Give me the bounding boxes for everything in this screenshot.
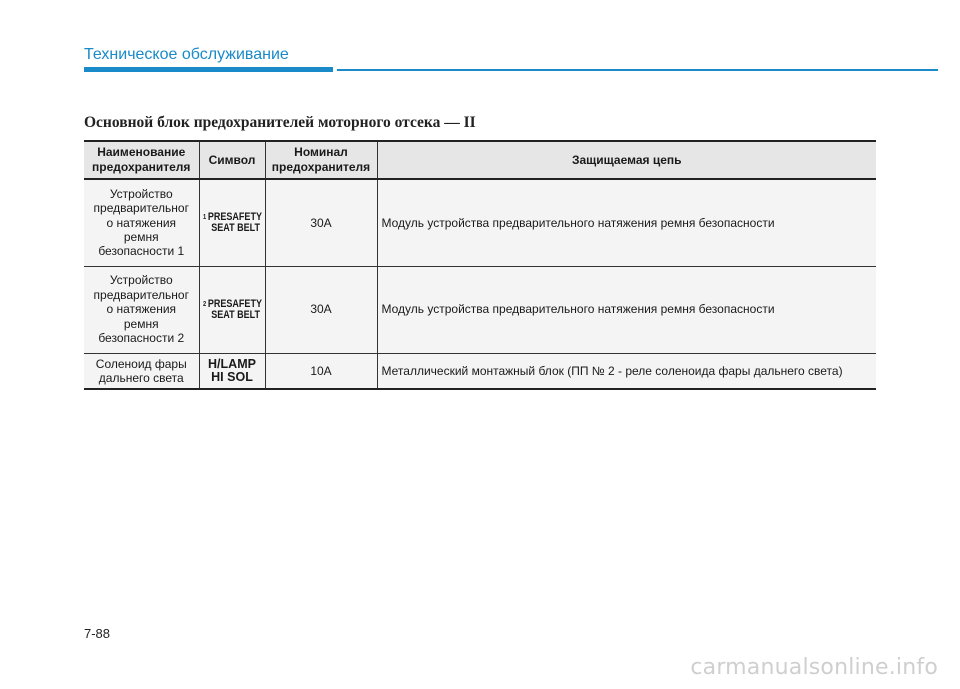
watermark: carmanualsonline.info <box>690 655 938 680</box>
symbol-index: 1 <box>202 214 206 221</box>
table-header-row <box>84 141 876 179</box>
fuse-rating: 30A <box>265 179 377 266</box>
table-row <box>84 353 876 389</box>
symbol-index: 2 <box>202 300 206 308</box>
fuse-name <box>84 179 199 266</box>
column-header-rating: Номинал предохранителя <box>265 141 377 179</box>
column-header-symbol: Символ <box>199 141 265 179</box>
fuse-symbol <box>199 266 265 353</box>
fuse-table <box>84 140 876 390</box>
fuse-name-text: Устройство предварительног о натяжения ремня безопасности 2 <box>93 273 189 346</box>
fuse-symbol-label <box>203 212 262 234</box>
header-rule-thick <box>84 67 333 72</box>
symbol-line-2: HI SOL <box>211 369 253 384</box>
protected-circuit: Модуль устройства предварительного натяжения ремня безопасности <box>377 179 876 266</box>
table-row <box>84 179 876 266</box>
symbol-line-2: SEAT BELT <box>210 222 260 234</box>
page-number: 7-88 <box>84 626 111 641</box>
fuse-name-text: Устройство предварительног о натяжения ремня безопасности 1 <box>93 186 189 259</box>
fuse-name-text: Соленоид фары дальнего света <box>95 356 187 385</box>
fuse-name <box>84 353 199 389</box>
symbol-line-1: PRESAFETY <box>207 297 262 310</box>
section-title: Техническое обслуживание <box>84 46 289 63</box>
symbol-line-2: SEAT BELT <box>210 308 260 321</box>
fuse-symbol <box>199 179 265 266</box>
symbol-line-1: H/LAMP <box>208 356 256 371</box>
column-header-name: Наименование предохранителя <box>84 141 199 179</box>
fuse-symbol-label <box>203 299 262 321</box>
column-header-circuit: Защищаемая цепь <box>377 141 876 179</box>
fuse-name <box>84 266 199 353</box>
fuse-symbol <box>199 353 265 389</box>
symbol-line-1: PRESAFETY <box>207 211 262 223</box>
page-heading: Основной блок предохранителей моторного отсека — II <box>84 114 476 131</box>
protected-circuit: Металлический монтажный блок (ПП № 2 - реле соленоида фары дальнего света) <box>377 353 876 389</box>
table-row <box>84 266 876 353</box>
fuse-rating: 10A <box>265 353 377 389</box>
fuse-rating: 30A <box>265 266 377 353</box>
protected-circuit: Модуль устройства предварительного натяжения ремня безопасности <box>377 266 876 353</box>
header-rule-thin <box>337 69 938 71</box>
